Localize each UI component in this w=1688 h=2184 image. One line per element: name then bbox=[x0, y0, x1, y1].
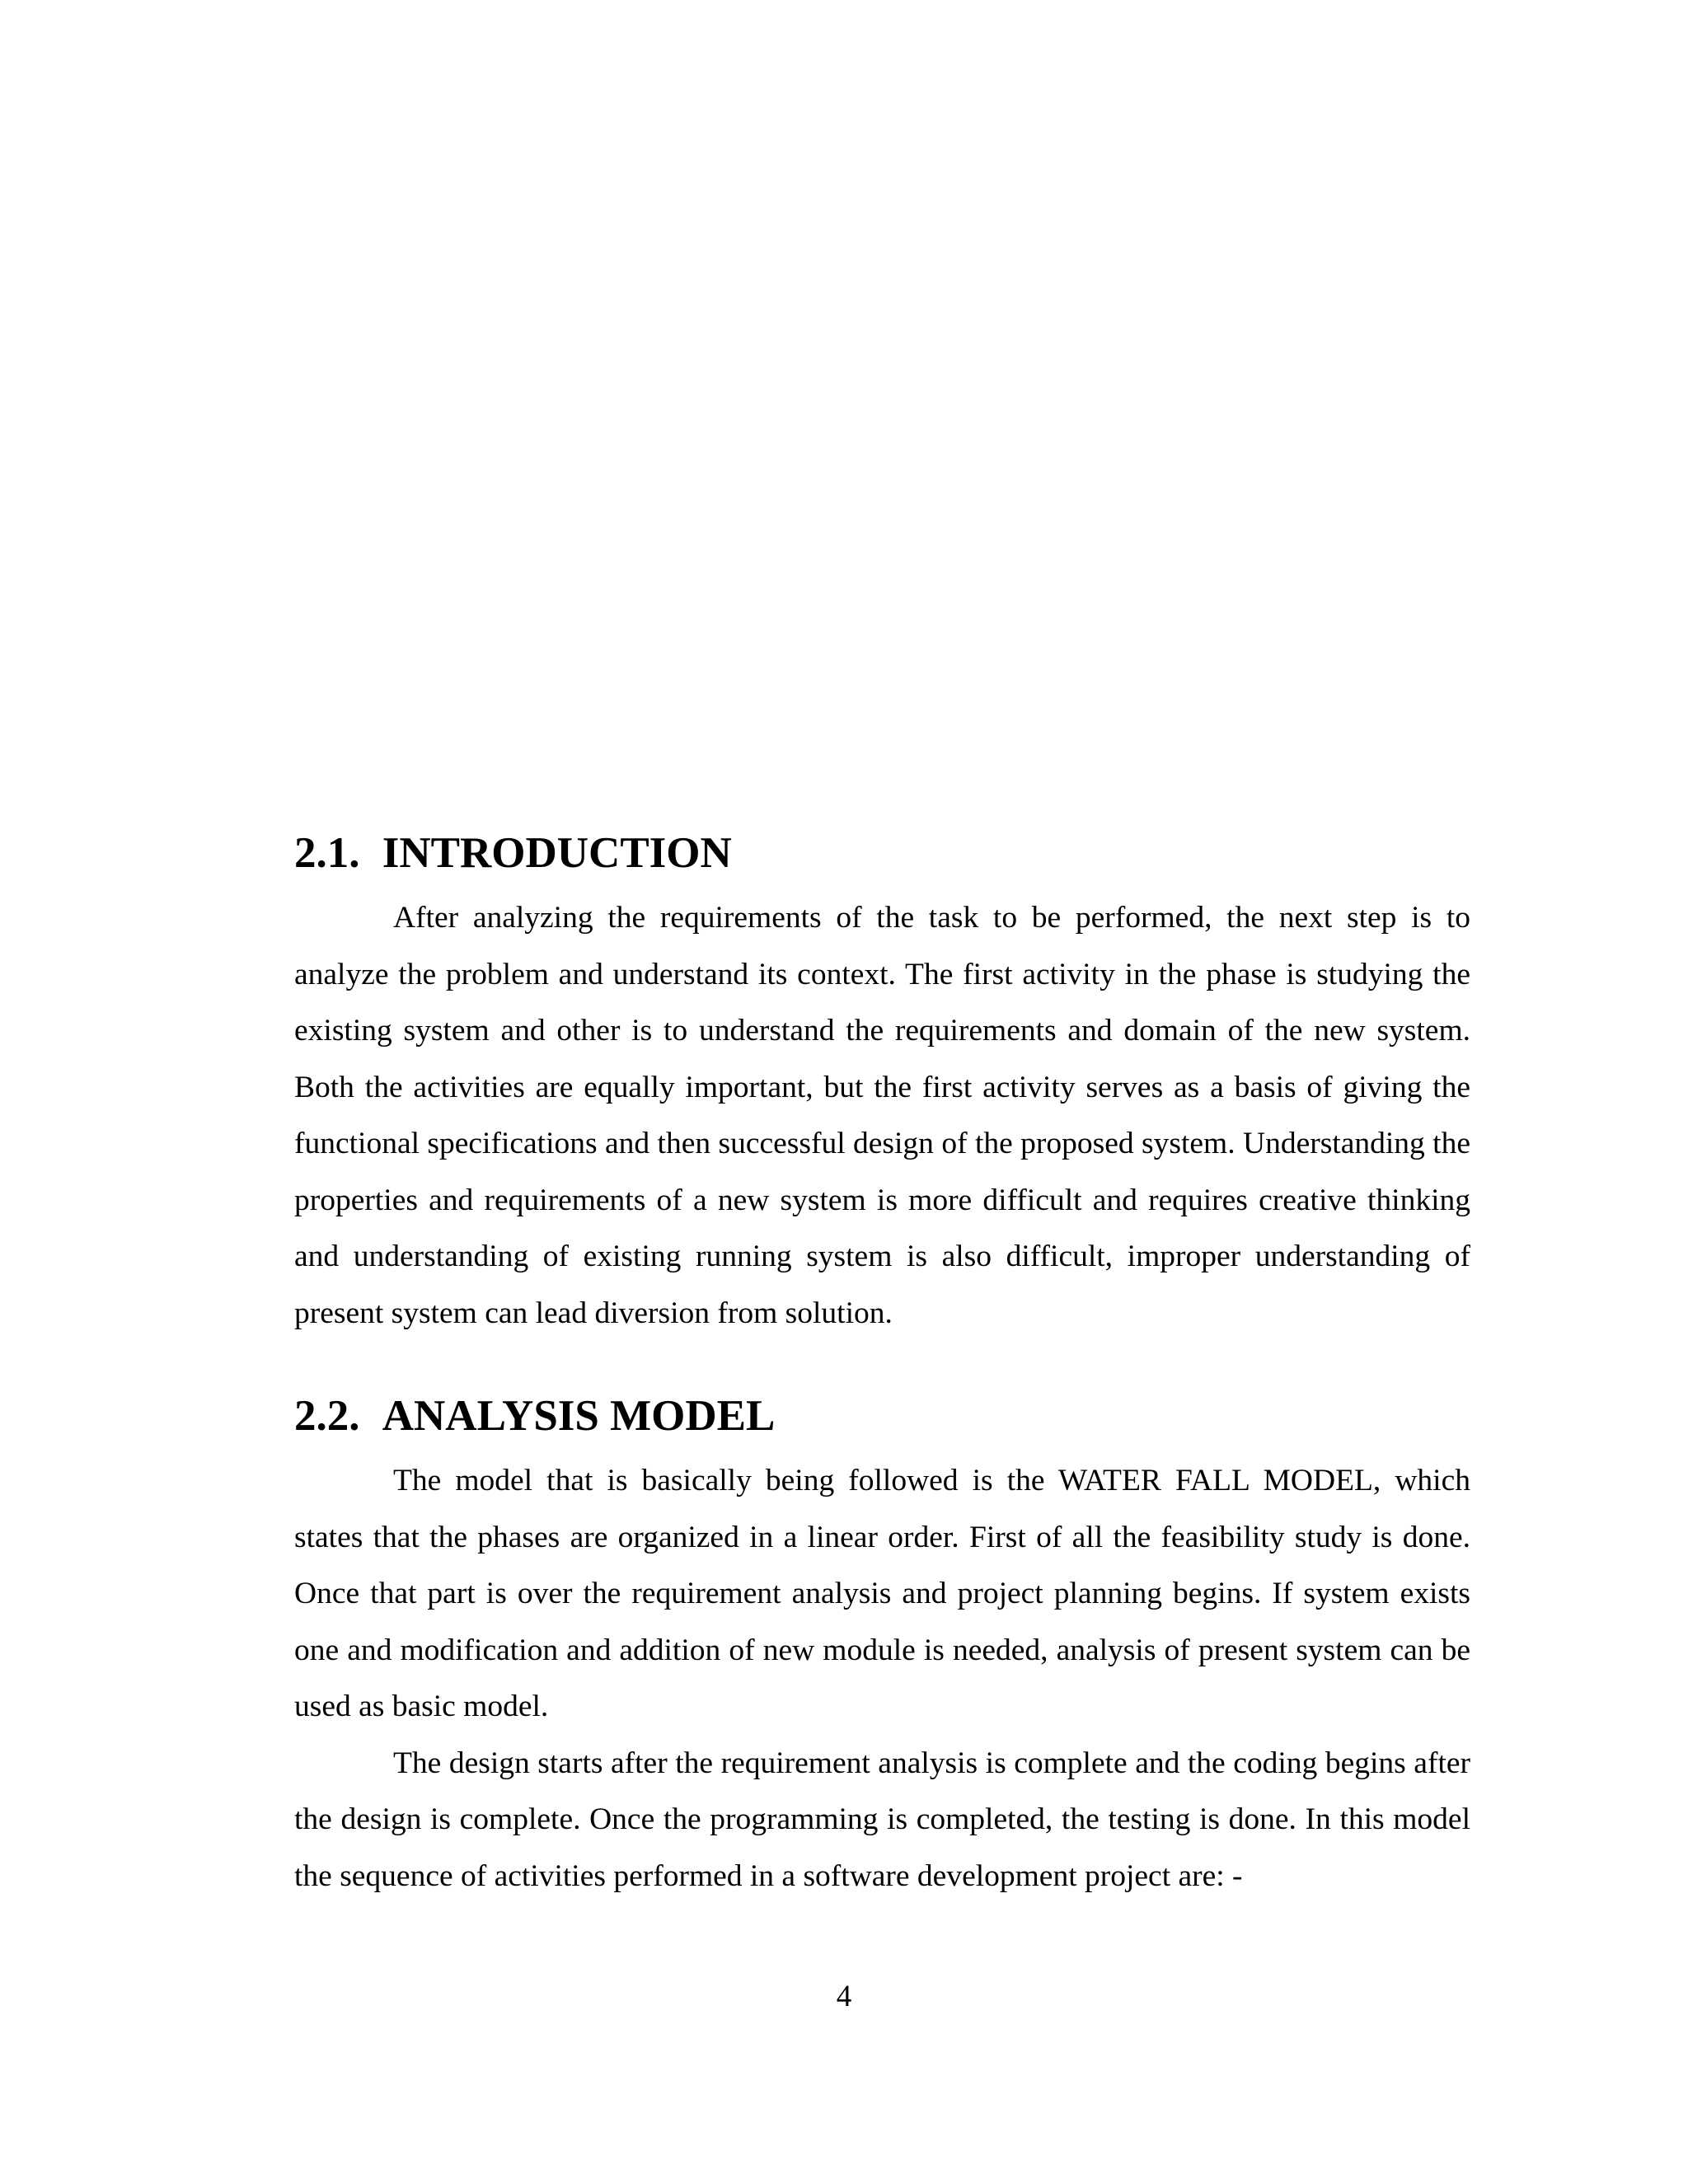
page-number: 4 bbox=[836, 1980, 852, 2013]
introduction-paragraph: After analyzing the requirements of the task to be performed, the next step is to analyze the problem and understand its context. The first activity in the phase is studying the existing system and other is to understand the requirements and domain of the new system. Both the activities are equally important, but the first activity serves as a basis of giving the functional specifications and then successful design of the proposed system. Understanding the properties and requirements of a new system is more difficult and requires creative thinking and understanding of existing running system is also difficult, improper understanding of present system can lead diversion from solution. bbox=[294, 901, 1470, 1330]
analysis-model-paragraph-1: The model that is basically being followed is the WATER FALL MODEL, which states that the phases are organized in a linear order. First of all the feasibility study is done. Once that part is over the requirement analysis and project planning begins. If system exists one and modification and addition of new module is needed, analysis of present system can be used as basic model. bbox=[294, 1464, 1470, 1723]
section-number: 2.1. bbox=[294, 829, 360, 877]
section-title: INTRODUCTION bbox=[382, 829, 732, 877]
section-number: 2.2. bbox=[294, 1392, 360, 1440]
section-title: ANALYSIS MODEL bbox=[382, 1392, 776, 1440]
section-heading-analysis-model bbox=[294, 1379, 1470, 1453]
analysis-model-paragraph-2: The design starts after the requirement analysis is complete and the coding begins after the design is complete. Once the programming is completed, the testing is done. In this model the sequence of activities performed in a software development project are: - bbox=[294, 1746, 1470, 1893]
section-heading-introduction bbox=[294, 816, 1470, 890]
page-content bbox=[294, 816, 1470, 1905]
